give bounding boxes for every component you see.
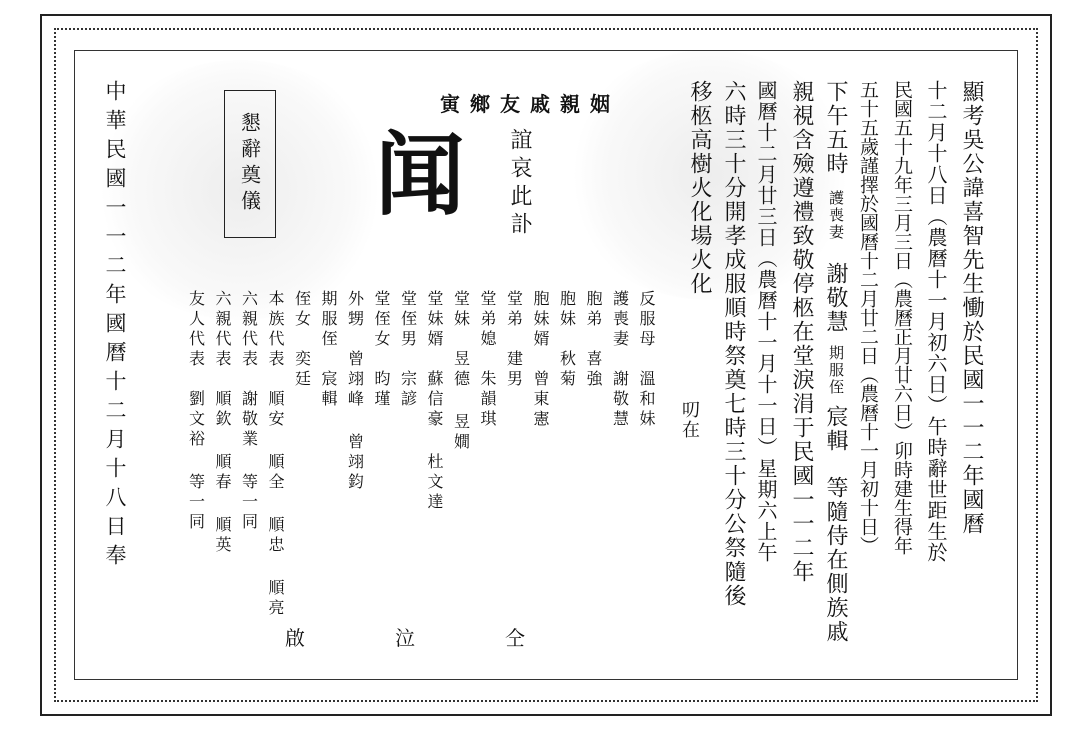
family-member: [347, 290, 363, 493]
family-relation: 友人代表: [186, 290, 206, 370]
main-text-col-7: 國曆十二月廿三日（農曆十一月十一日）星期六上午: [754, 80, 778, 563]
family-member: [559, 290, 575, 390]
family-names: 朱韻琪: [478, 370, 497, 430]
main-text-col-2: 十二月十八日（農曆十一月初六日）午時辭世距生於: [924, 80, 948, 563]
family-member: [585, 290, 601, 390]
family-relation: 反服母: [637, 290, 656, 350]
family-relation: 堂妹婿: [425, 290, 444, 350]
family-names: 昀瑾: [372, 370, 391, 410]
family-member: [638, 290, 654, 430]
family-member: [320, 290, 336, 410]
family-member: [241, 290, 257, 533]
family-names: 劉文裕 等一同: [186, 390, 206, 533]
family-relation: 胞妹婿: [531, 290, 550, 350]
main-text-col-1: 顯考吳公諱喜智先生慟於民國一一二年國曆: [959, 80, 984, 536]
family-names: 喜強: [584, 350, 603, 390]
main-text-col-6: 親視含殮遵禮致敬停柩在堂淚涓于民國一一二年: [789, 80, 814, 584]
family-relation: 堂弟媳: [478, 290, 497, 350]
hufu-label: 護喪妻: [827, 190, 845, 241]
family-member: [214, 290, 230, 556]
family-names: 謝敬慧: [610, 370, 630, 430]
family-member: [294, 290, 310, 390]
header-recipients: 姻親戚友鄉寅: [440, 92, 620, 116]
family-relation: 六親代表: [213, 290, 232, 370]
family-names: 宸輯: [319, 370, 338, 410]
signature-tong: 仝: [505, 626, 525, 650]
family-relation: 堂弟: [504, 290, 524, 330]
family-names: 順安 順全 順忠 順亮: [266, 390, 285, 619]
main-text-col-5: 下午五時: [823, 80, 848, 176]
family-member: [267, 290, 283, 619]
family-names: 宗諺: [398, 370, 418, 410]
family-names: 秋菊: [557, 350, 577, 390]
decline-gifts-text: 懇辭奠儀: [237, 112, 262, 216]
decline-gifts-box: [224, 90, 276, 238]
family-names: 順欽 順春 順英: [213, 390, 232, 556]
main-text-col-9: 移柩高樹火化場火化: [687, 80, 712, 296]
family-member: [373, 290, 389, 410]
family-names: 溫和妹: [637, 370, 656, 430]
signature-kai: 啟: [285, 626, 305, 650]
qifu-label: 期服侄: [827, 345, 845, 396]
family-relation: 胞弟: [584, 290, 603, 330]
main-text-col-4: 五十五歲謹擇於國曆十二月廿二日（農曆十一月初十日）: [857, 80, 879, 555]
family-names: 建男: [504, 350, 524, 390]
family-names: 曾翊峰 曾翊鈞: [345, 350, 365, 493]
signature-qi: 泣: [395, 626, 415, 650]
family-member: [453, 290, 469, 453]
family-member: [612, 290, 628, 430]
family-member: [188, 290, 204, 533]
family-member: [532, 290, 548, 430]
family-names: 謝敬業 等一同: [239, 390, 259, 533]
kou-text: 叨在: [679, 400, 700, 440]
family-relation: 六親代表: [239, 290, 259, 370]
family-relation: 堂侄男: [398, 290, 418, 350]
family-relation: 侄女: [292, 290, 312, 330]
family-relation: 堂妹: [451, 290, 471, 330]
family-member: [506, 290, 522, 390]
family-member: [479, 290, 495, 430]
announce-text: 誼哀此訃: [507, 128, 532, 240]
family-names: 蘇信豪 杜文達: [425, 370, 444, 513]
date-line: 中華民國一一二年國曆十二月十八日奉: [103, 80, 127, 573]
family-relation: 護喪妻: [610, 290, 630, 350]
family-relation: 期服侄: [319, 290, 338, 350]
family-relation: 胞妹: [557, 290, 577, 330]
family-names: 奕廷: [292, 350, 312, 390]
family-names: 曾東憲: [531, 370, 550, 430]
main-text-col-8: 六時三十分開孝成服順時祭奠七時三十分公祭隨後: [721, 80, 746, 608]
qifu-name: 宸輯: [823, 405, 848, 453]
hufu-name: 謝敬慧: [823, 262, 848, 334]
family-member: [400, 290, 416, 410]
mourning-character: 闻: [375, 122, 465, 228]
main-text-col-3: 民國五十九年三月三日（農曆正月廿六日）卯時建生得年: [891, 80, 913, 555]
family-relation: 本族代表: [266, 290, 285, 370]
family-names: 昱德 昱嫺: [451, 350, 471, 453]
family-relation: 堂侄女: [372, 290, 391, 350]
family-relation: 外甥: [345, 290, 365, 330]
family-member: [426, 290, 442, 513]
after-text: 等隨侍在側族戚: [823, 476, 848, 644]
